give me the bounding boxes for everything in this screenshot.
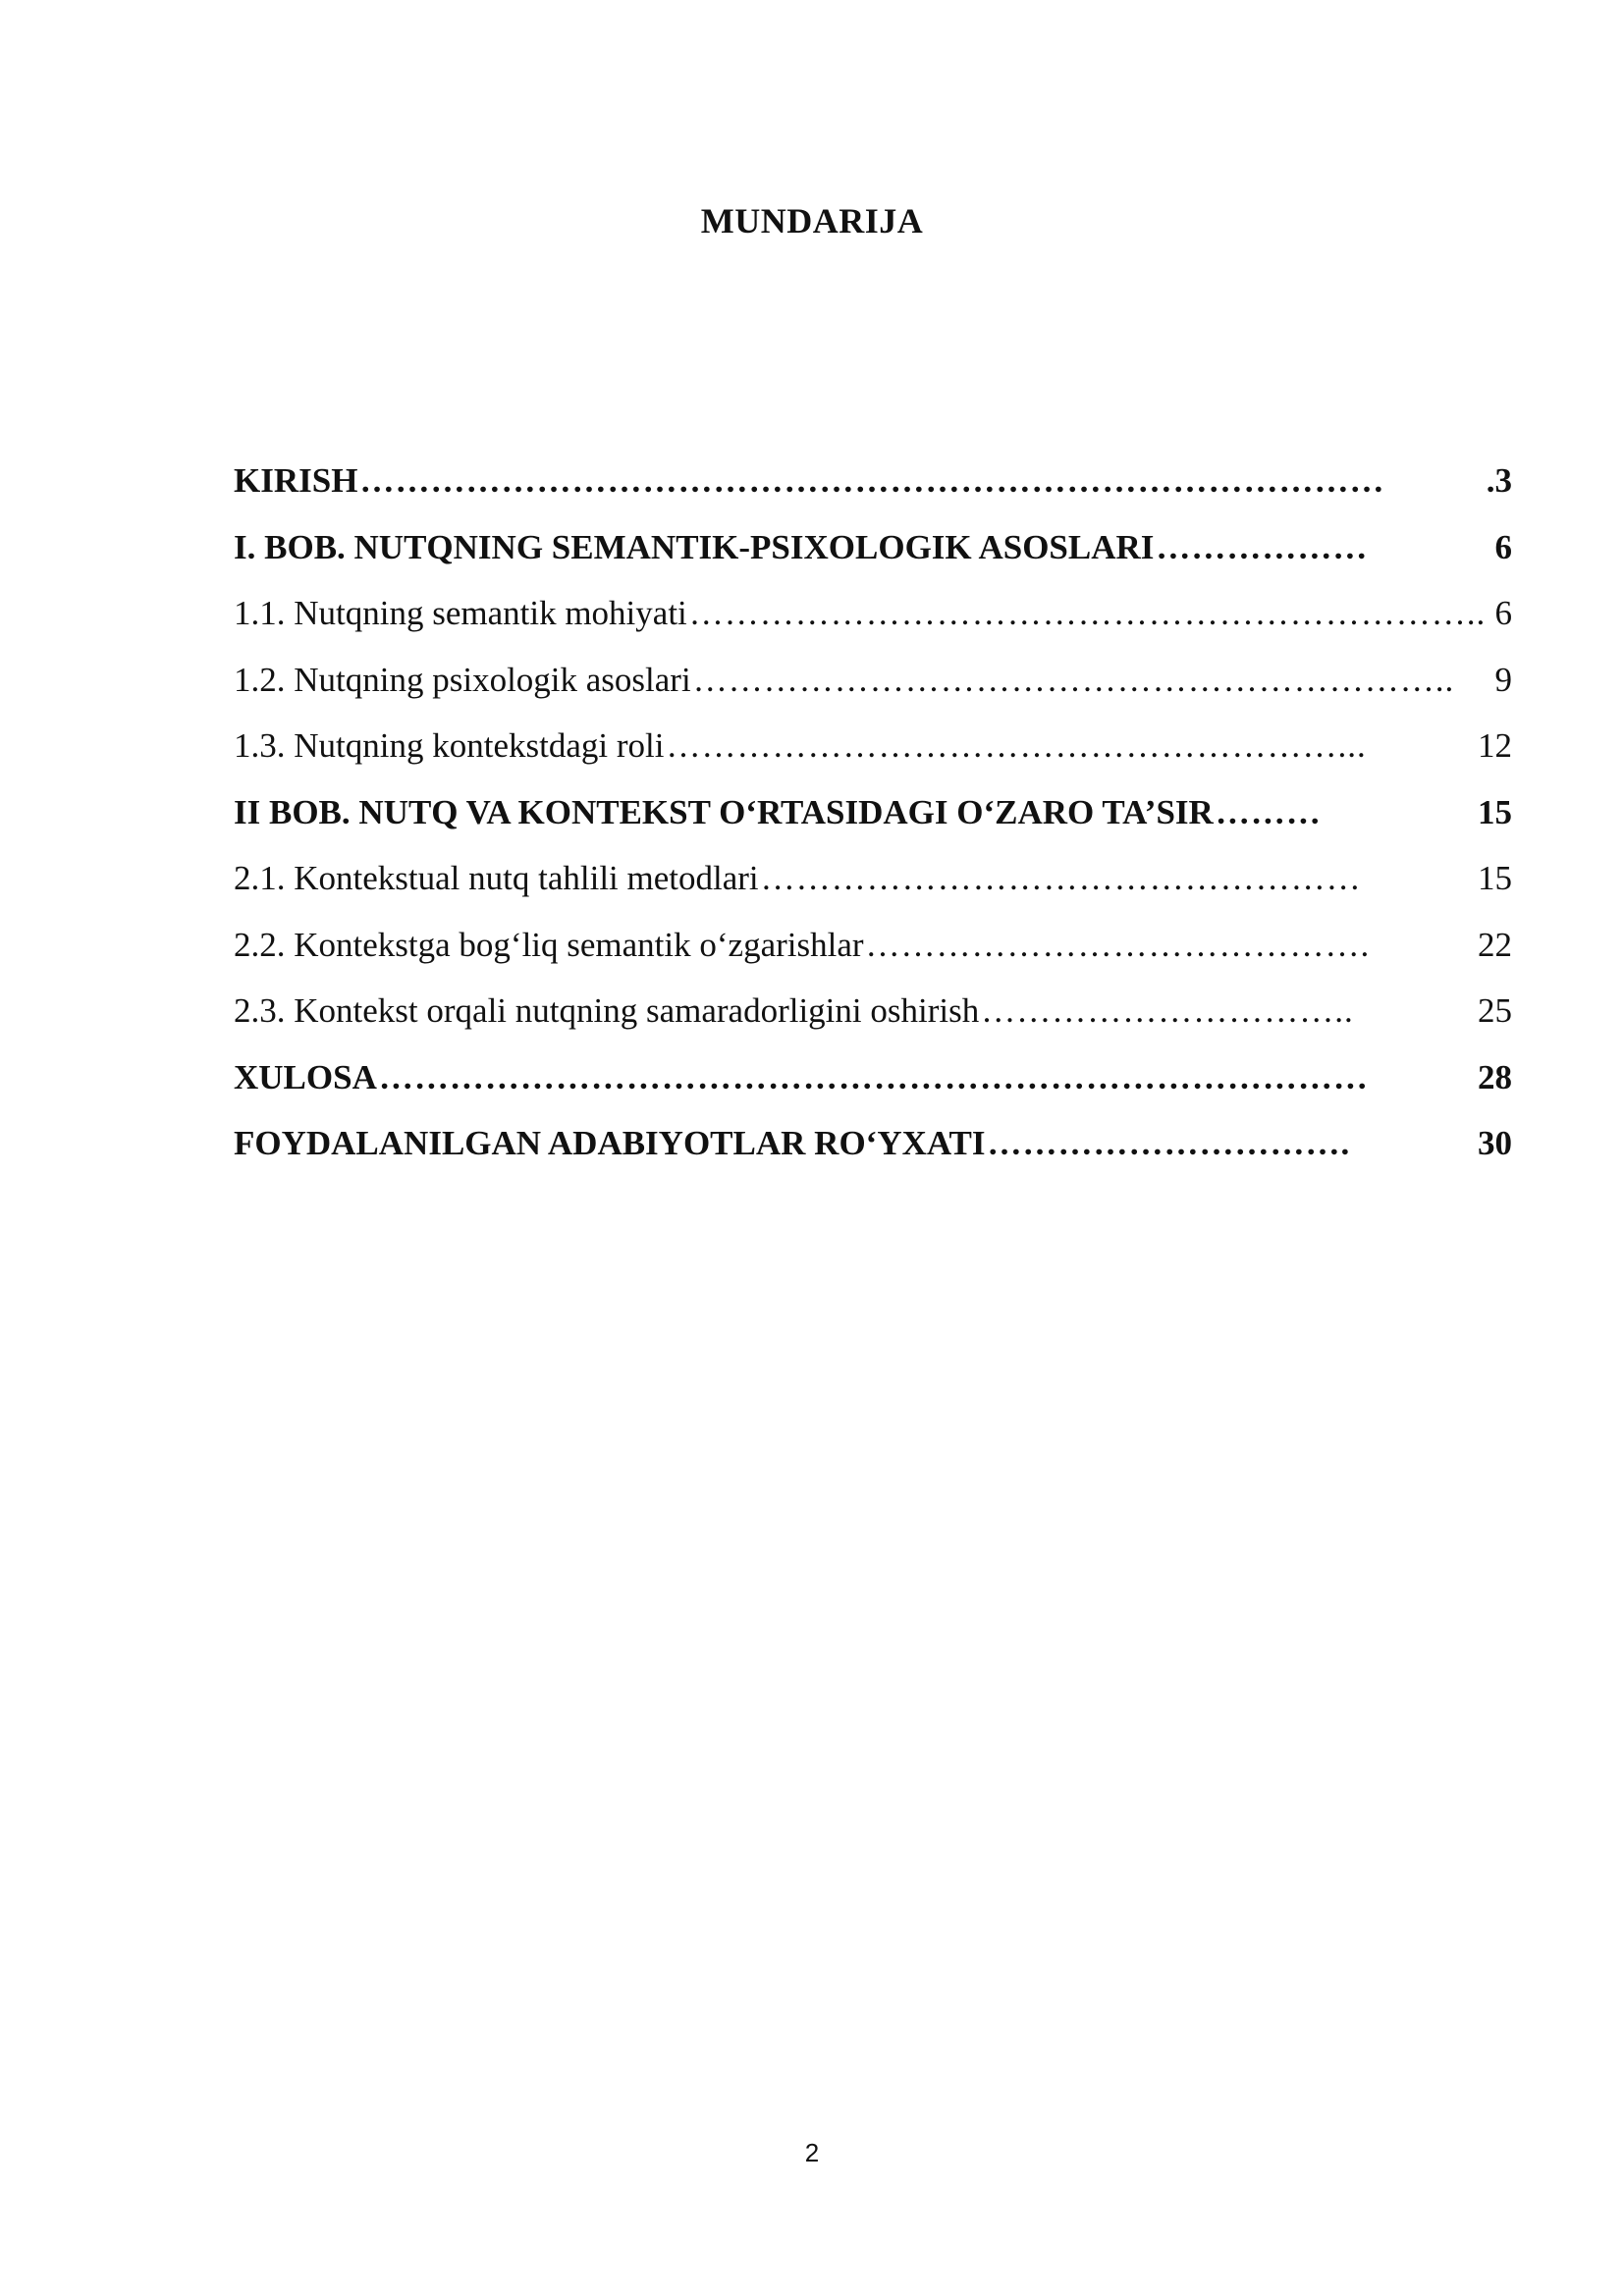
toc-entry-kirish[interactable]: [234, 448, 1512, 514]
toc-entry-section-1-3[interactable]: [234, 713, 1512, 779]
toc-entry-label: 1.2. Nutqning psixologik asoslari: [234, 660, 691, 699]
toc-page-number: 15: [1478, 792, 1512, 831]
toc-dot-leader: ……………………………………………………………………………: [359, 461, 1385, 500]
toc-entry-section-2-1[interactable]: [234, 845, 1512, 912]
toc-dot-leader: …………………………………………………………..: [688, 594, 1487, 632]
toc-page-number: 6: [1494, 594, 1512, 632]
toc-page-number: 6: [1494, 527, 1512, 566]
toc-page-number: 28: [1478, 1057, 1512, 1096]
toc-dot-leader: ………………: [1156, 527, 1369, 566]
toc-page-number: 30: [1478, 1124, 1512, 1162]
toc-entry-section-2-2[interactable]: [234, 912, 1512, 979]
toc-entry-section-1-1[interactable]: [234, 580, 1512, 647]
toc-entry-label: I. BOB. NUTQNING SEMANTIK-PSIXOLOGIK ASOSLARI: [234, 527, 1155, 566]
toc-page-number: 9: [1494, 660, 1512, 699]
toc-page-number: 22: [1478, 925, 1512, 964]
toc-page-number: .3: [1486, 461, 1512, 500]
toc-page-number: 15: [1478, 859, 1512, 897]
toc-dot-leader: …………………………………….: [865, 925, 1371, 964]
toc-entry-label: 2.1. Kontekstual nutq tahlili metodlari: [234, 859, 759, 897]
toc-entry-xulosa[interactable]: [234, 1044, 1512, 1111]
toc-entry-label: 1.3. Nutqning kontekstdagi roli: [234, 726, 665, 765]
toc-entry-label: FOYDALANILGAN ADABIYOTLAR RO‘YXATI: [234, 1124, 986, 1162]
toc-page-number: 12: [1478, 726, 1512, 765]
toc-page-number: 25: [1478, 991, 1512, 1030]
toc-dot-leader: …………………………………………………………………………: [378, 1057, 1369, 1096]
toc-entry-section-2-3[interactable]: [234, 978, 1512, 1044]
toc-dot-leader: ……………………………………………: [760, 859, 1362, 897]
toc-dot-leader: ………………………………………………………..: [692, 660, 1455, 699]
table-of-contents: [234, 448, 1512, 1177]
toc-entry-label: XULOSA: [234, 1057, 377, 1096]
toc-entry-section-1-2[interactable]: [234, 647, 1512, 714]
toc-entry-bibliography[interactable]: [234, 1110, 1512, 1177]
toc-entry-label: 2.3. Kontekst orqali nutqning samaradorligini oshirish: [234, 991, 980, 1030]
toc-dot-leader: …………………………………………………...: [666, 726, 1367, 765]
page-title: MUNDARIJA: [700, 201, 924, 240]
toc-entry-chapter-1[interactable]: [234, 514, 1512, 581]
toc-entry-label: KIRISH: [234, 461, 358, 500]
toc-entry-chapter-2[interactable]: [234, 779, 1512, 846]
page-number: 2: [804, 2138, 820, 2167]
toc-entry-label: 2.2. Kontekstga bog‘liq semantik o‘zgarishlar: [234, 925, 864, 964]
toc-dot-leader: ………: [1215, 792, 1322, 831]
toc-entry-label: II BOB. NUTQ VA KONTEKST O‘RTASIDAGI O‘ZARO TA’SIR: [234, 792, 1214, 831]
toc-entry-label: 1.1. Nutqning semantik mohiyati: [234, 594, 687, 632]
toc-dot-leader: …………………………..: [981, 991, 1354, 1030]
toc-dot-leader: ………………………….: [987, 1124, 1351, 1162]
